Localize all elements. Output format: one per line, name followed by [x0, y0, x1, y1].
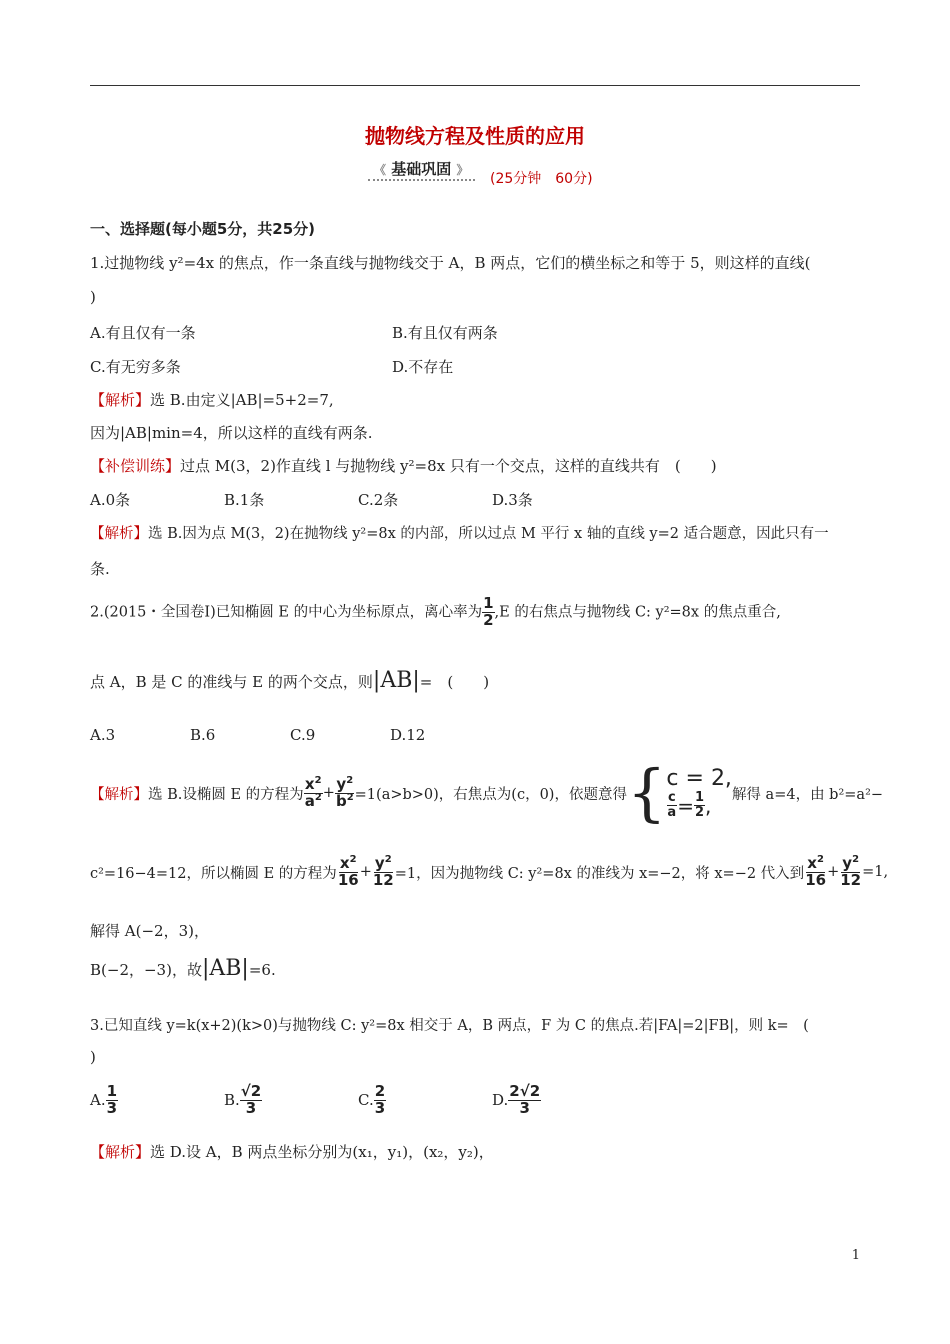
- section-heading: 一、选择题(每小题5分，共25分): [90, 220, 316, 238]
- comp-option-b: B.1条: [224, 491, 265, 509]
- q3-option-c: C. $\frac{2}{3}$: [358, 1082, 386, 1117]
- q1-stem: 1.过抛物线 y²=4x 的焦点，作一条直线与抛物线交于 A，B 两点，它们的横坐标之和等于 5，则这样的直线(: [90, 254, 811, 272]
- q2-option-d: D.12: [390, 726, 426, 744]
- q2-option-b: B.6: [190, 726, 216, 744]
- comp-option-a: A.0条: [90, 491, 131, 509]
- q1-option-b: B.有且仅有两条: [392, 324, 498, 342]
- solution-tag: 【解析】: [90, 391, 151, 409]
- q1-option-c: C.有无穷多条: [90, 358, 181, 376]
- time-score: (25分钟 60分): [490, 171, 593, 187]
- fraction: $\frac{1}{2}$: [483, 594, 494, 629]
- comp-option-d: D.3条: [492, 491, 533, 509]
- q3-option-b: B. $\frac{√2}{3}$: [224, 1082, 262, 1117]
- comp-stem: 【补偿训练】过点 M(3，2)作直线 l 与抛物线 y²=8x 只有一个交点，这样的直线共有 ( ): [90, 457, 717, 475]
- top-rule: [90, 85, 860, 86]
- page-title: 抛物线方程及性质的应用: [365, 124, 585, 148]
- q1-stem-end: ): [90, 288, 96, 306]
- q2-solution: 【解析】 选 B.设椭圆 E 的方程为 $\frac{x^2}{a^2}$ + $\frac{y^2}{b^2}$ =1(a>b>0)，右焦点为(c，0)，依题意得 { c = 2, $\frac{c}{a}$ = $\frac{1}{2}$ , 解得 a=4，由 b²=a²−: [90, 756, 884, 829]
- q3-solution: 【解析】选 D.设 A，B 两点坐标分别为(x₁，y₁)，(x₂，y₂)，: [90, 1143, 494, 1161]
- q2-solution-4: B(−2，−3)，故|AB|=6.: [90, 956, 276, 981]
- q1-solution-2: 因为|AB|min=4，所以这样的直线有两条.: [90, 424, 373, 442]
- page-number: 1: [851, 1248, 860, 1263]
- q1-option-d: D.不存在: [392, 358, 454, 376]
- q2-option-a: A.3: [90, 726, 116, 744]
- q3-option-a: A. $\frac{1}{3}$: [90, 1082, 118, 1117]
- q2-stem: 2.(2015・全国卷Ⅰ)已知椭圆 E 的中心为坐标原点，离心率为 $\frac{1}{2}$ ,E 的右焦点与抛物线 C: y²=8x 的焦点重合,: [90, 594, 781, 629]
- q2-option-c: C.9: [290, 726, 316, 744]
- q2-solution-3: 解得 A(−2，3)，: [90, 922, 209, 940]
- q1-option-a: A.有且仅有一条: [90, 324, 196, 342]
- comp-solution-2: 条.: [90, 560, 110, 578]
- q3-stem: 3.已知直线 y=k(x+2)(k>0)与抛物线 C: y²=8x 相交于 A，B 两点，F 为 C 的焦点.若|FA|=2|FB|，则 k= (: [90, 1018, 809, 1034]
- section-badge: 《 基础巩固 》: [368, 158, 475, 181]
- q2-solution-2: c²=16−4=12，所以椭圆 E 的方程为 $\frac{x^2}{16}$ + $\frac{y^2}{12}$ =1，因为抛物线 C: y²=8x 的准线为 x=−2，将 x=−2 代入到 $\frac{x^2}{16}$ + $\frac{y^2}{12}$ =1,: [90, 854, 889, 889]
- comp-solution: 【解析】选 B.因为点 M(3，2)在抛物线 y²=8x 的内部，所以过点 M 平行 x 轴的直线 y=2 适合题意，因此只有一: [90, 526, 829, 542]
- q3-stem-end: ): [90, 1048, 96, 1066]
- q3-option-d: D. $\frac{2√2}{3}$: [492, 1082, 541, 1117]
- q2-stem-2: 点 A，B 是 C 的准线与 E 的两个交点，则|AB|= ( ): [90, 668, 490, 693]
- comp-option-c: C.2条: [358, 491, 399, 509]
- equation-system: c = 2, $\frac{c}{a}$ = $\frac{1}{2}$ ,: [666, 766, 732, 820]
- q1-solution: 【解析】选 B.由定义|AB|=5+2=7,: [90, 391, 334, 409]
